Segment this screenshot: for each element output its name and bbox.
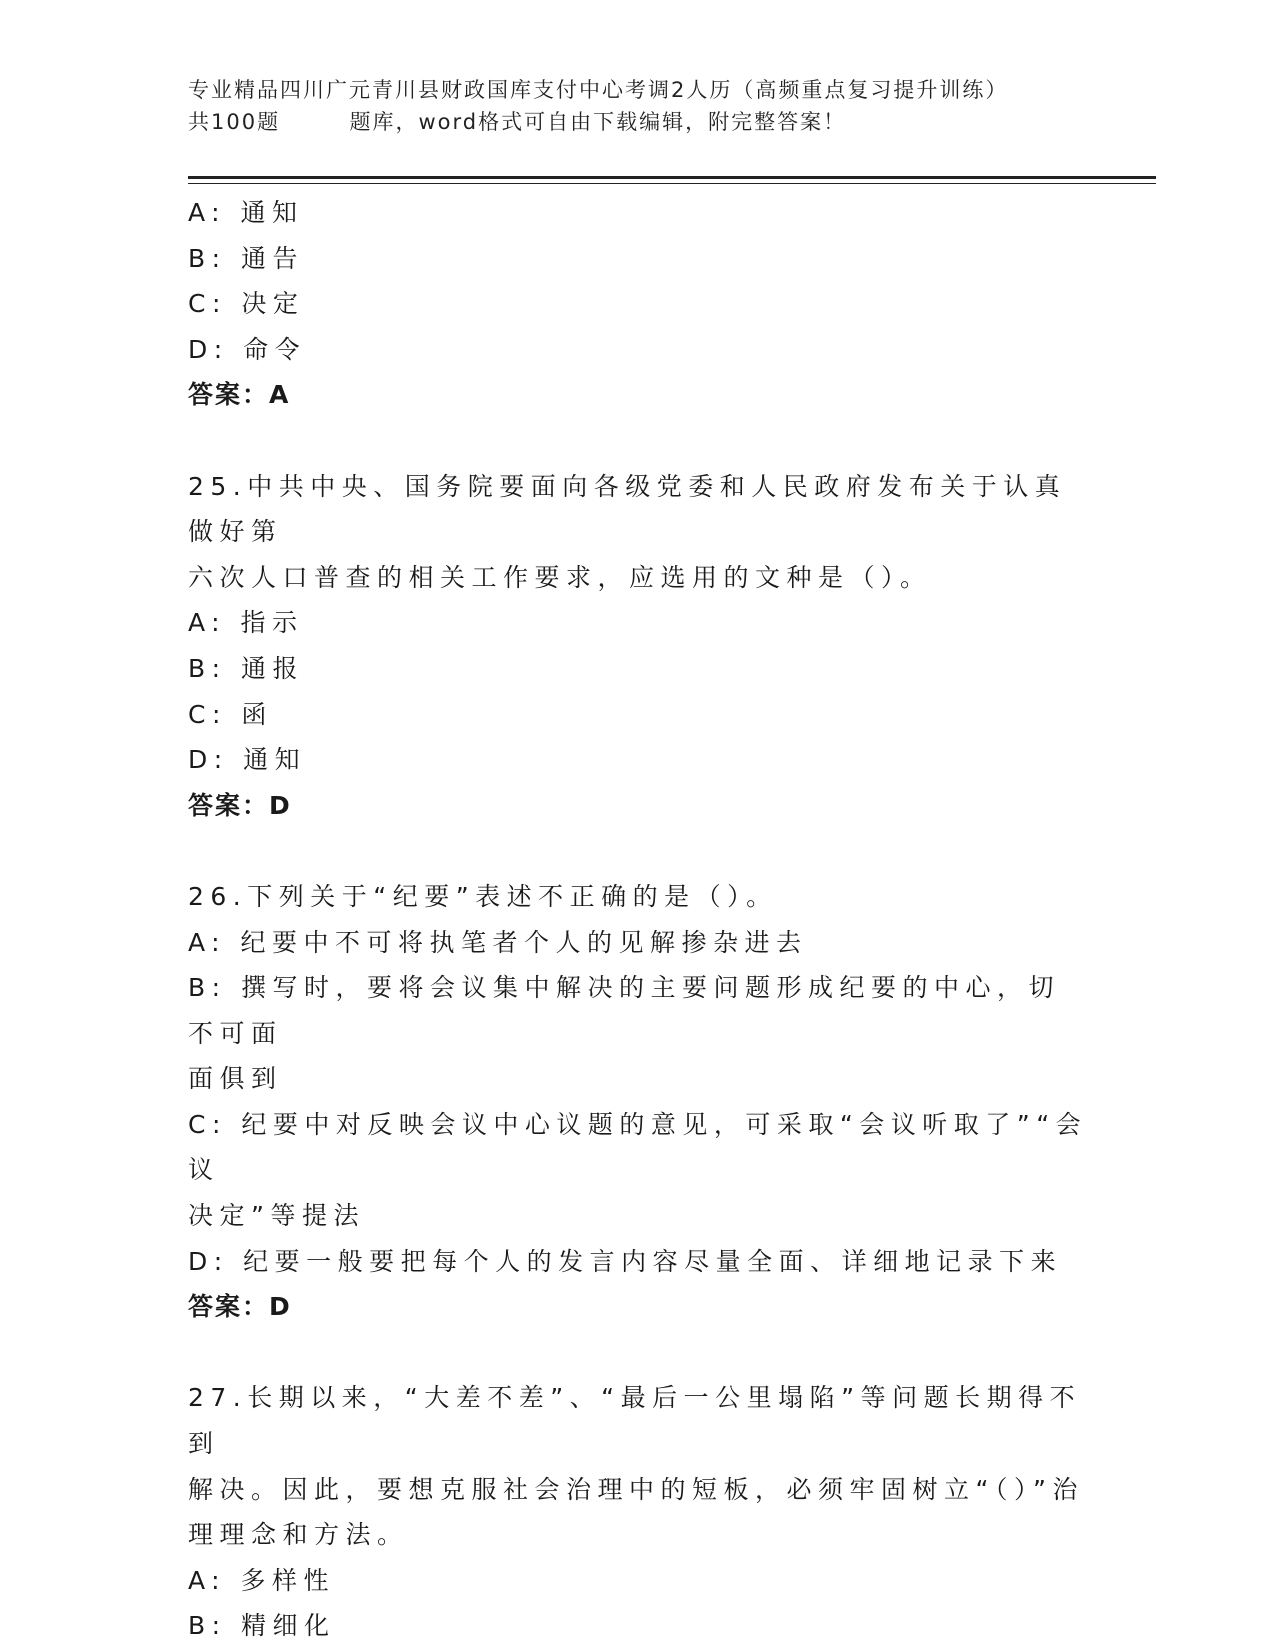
document-header — [188, 74, 1088, 138]
header-title-line: 专业精品四川广元青川县财政国库支付中心考调2人历（高频重点复习提升训练） — [188, 78, 1009, 102]
option-line: 决定”等提法 — [188, 1201, 365, 1231]
question-text-line: 26.下列关于“纪要”表述不正确的是（）。 — [188, 881, 778, 911]
option-line: A: 指示 — [188, 608, 304, 638]
question-text-line: 25.中共中央、国务院要面向各级党委和人民政府发布关于认真做好第 — [188, 471, 1067, 547]
option-line: B: 精细化 — [188, 1611, 336, 1641]
option-line: A: 通知 — [188, 198, 304, 227]
block-spacer — [188, 828, 1088, 874]
header-rule-thin — [188, 183, 1156, 184]
answer-line: 答案：A — [188, 380, 291, 410]
answer-line: 答案：D — [188, 1292, 292, 1322]
option-line: C: 纪要中对反映会议中心议题的意见，可采取“会议听取了”“会议 — [188, 1109, 1088, 1185]
option-line: D: 通知 — [188, 745, 307, 775]
option-line: B: 撰写时，要将会议集中解决的主要问题形成纪要的中心，切不可面 — [188, 973, 1061, 1048]
block-spacer — [188, 1330, 1088, 1376]
header-subtitle-line: 共100题 题库，word格式可自由下载编辑，附完整答案！ — [188, 110, 847, 134]
option-line: A: 多样性 — [188, 1565, 336, 1595]
question-block — [188, 190, 1088, 418]
question-text-line: 解决。因此，要想克服社会治理中的短板，必须牢固树立“（）”治 — [188, 1474, 1084, 1504]
question-content — [188, 190, 1088, 1649]
option-line: D: 命令 — [188, 334, 307, 364]
question-text-line: 理理念和方法。 — [188, 1520, 409, 1550]
option-line: C: 决定 — [188, 289, 305, 319]
block-spacer — [188, 418, 1088, 464]
option-line: D: 纪要一般要把每个人的发言内容尽量全面、详细地记录下来 — [188, 1246, 1063, 1276]
option-line: B: 通报 — [188, 653, 305, 683]
option-line: 面俱到 — [188, 1064, 283, 1094]
question-block — [188, 874, 1088, 1330]
question-block — [188, 1375, 1088, 1649]
question-block — [188, 464, 1088, 829]
option-line: A: 纪要中不可将执笔者个人的见解掺杂进去 — [188, 927, 808, 957]
question-text-line: 27.长期以来，“大差不差”、“最后一公里塌陷”等问题长期得不到 — [188, 1383, 1082, 1459]
option-line: C: 函 — [188, 699, 273, 729]
question-text-line: 六次人口普查的相关工作要求，应选用的文种是（）。 — [188, 562, 932, 592]
header-rule-thick — [188, 176, 1156, 179]
answer-line: 答案：D — [188, 790, 292, 820]
option-line: B: 通告 — [188, 243, 305, 273]
